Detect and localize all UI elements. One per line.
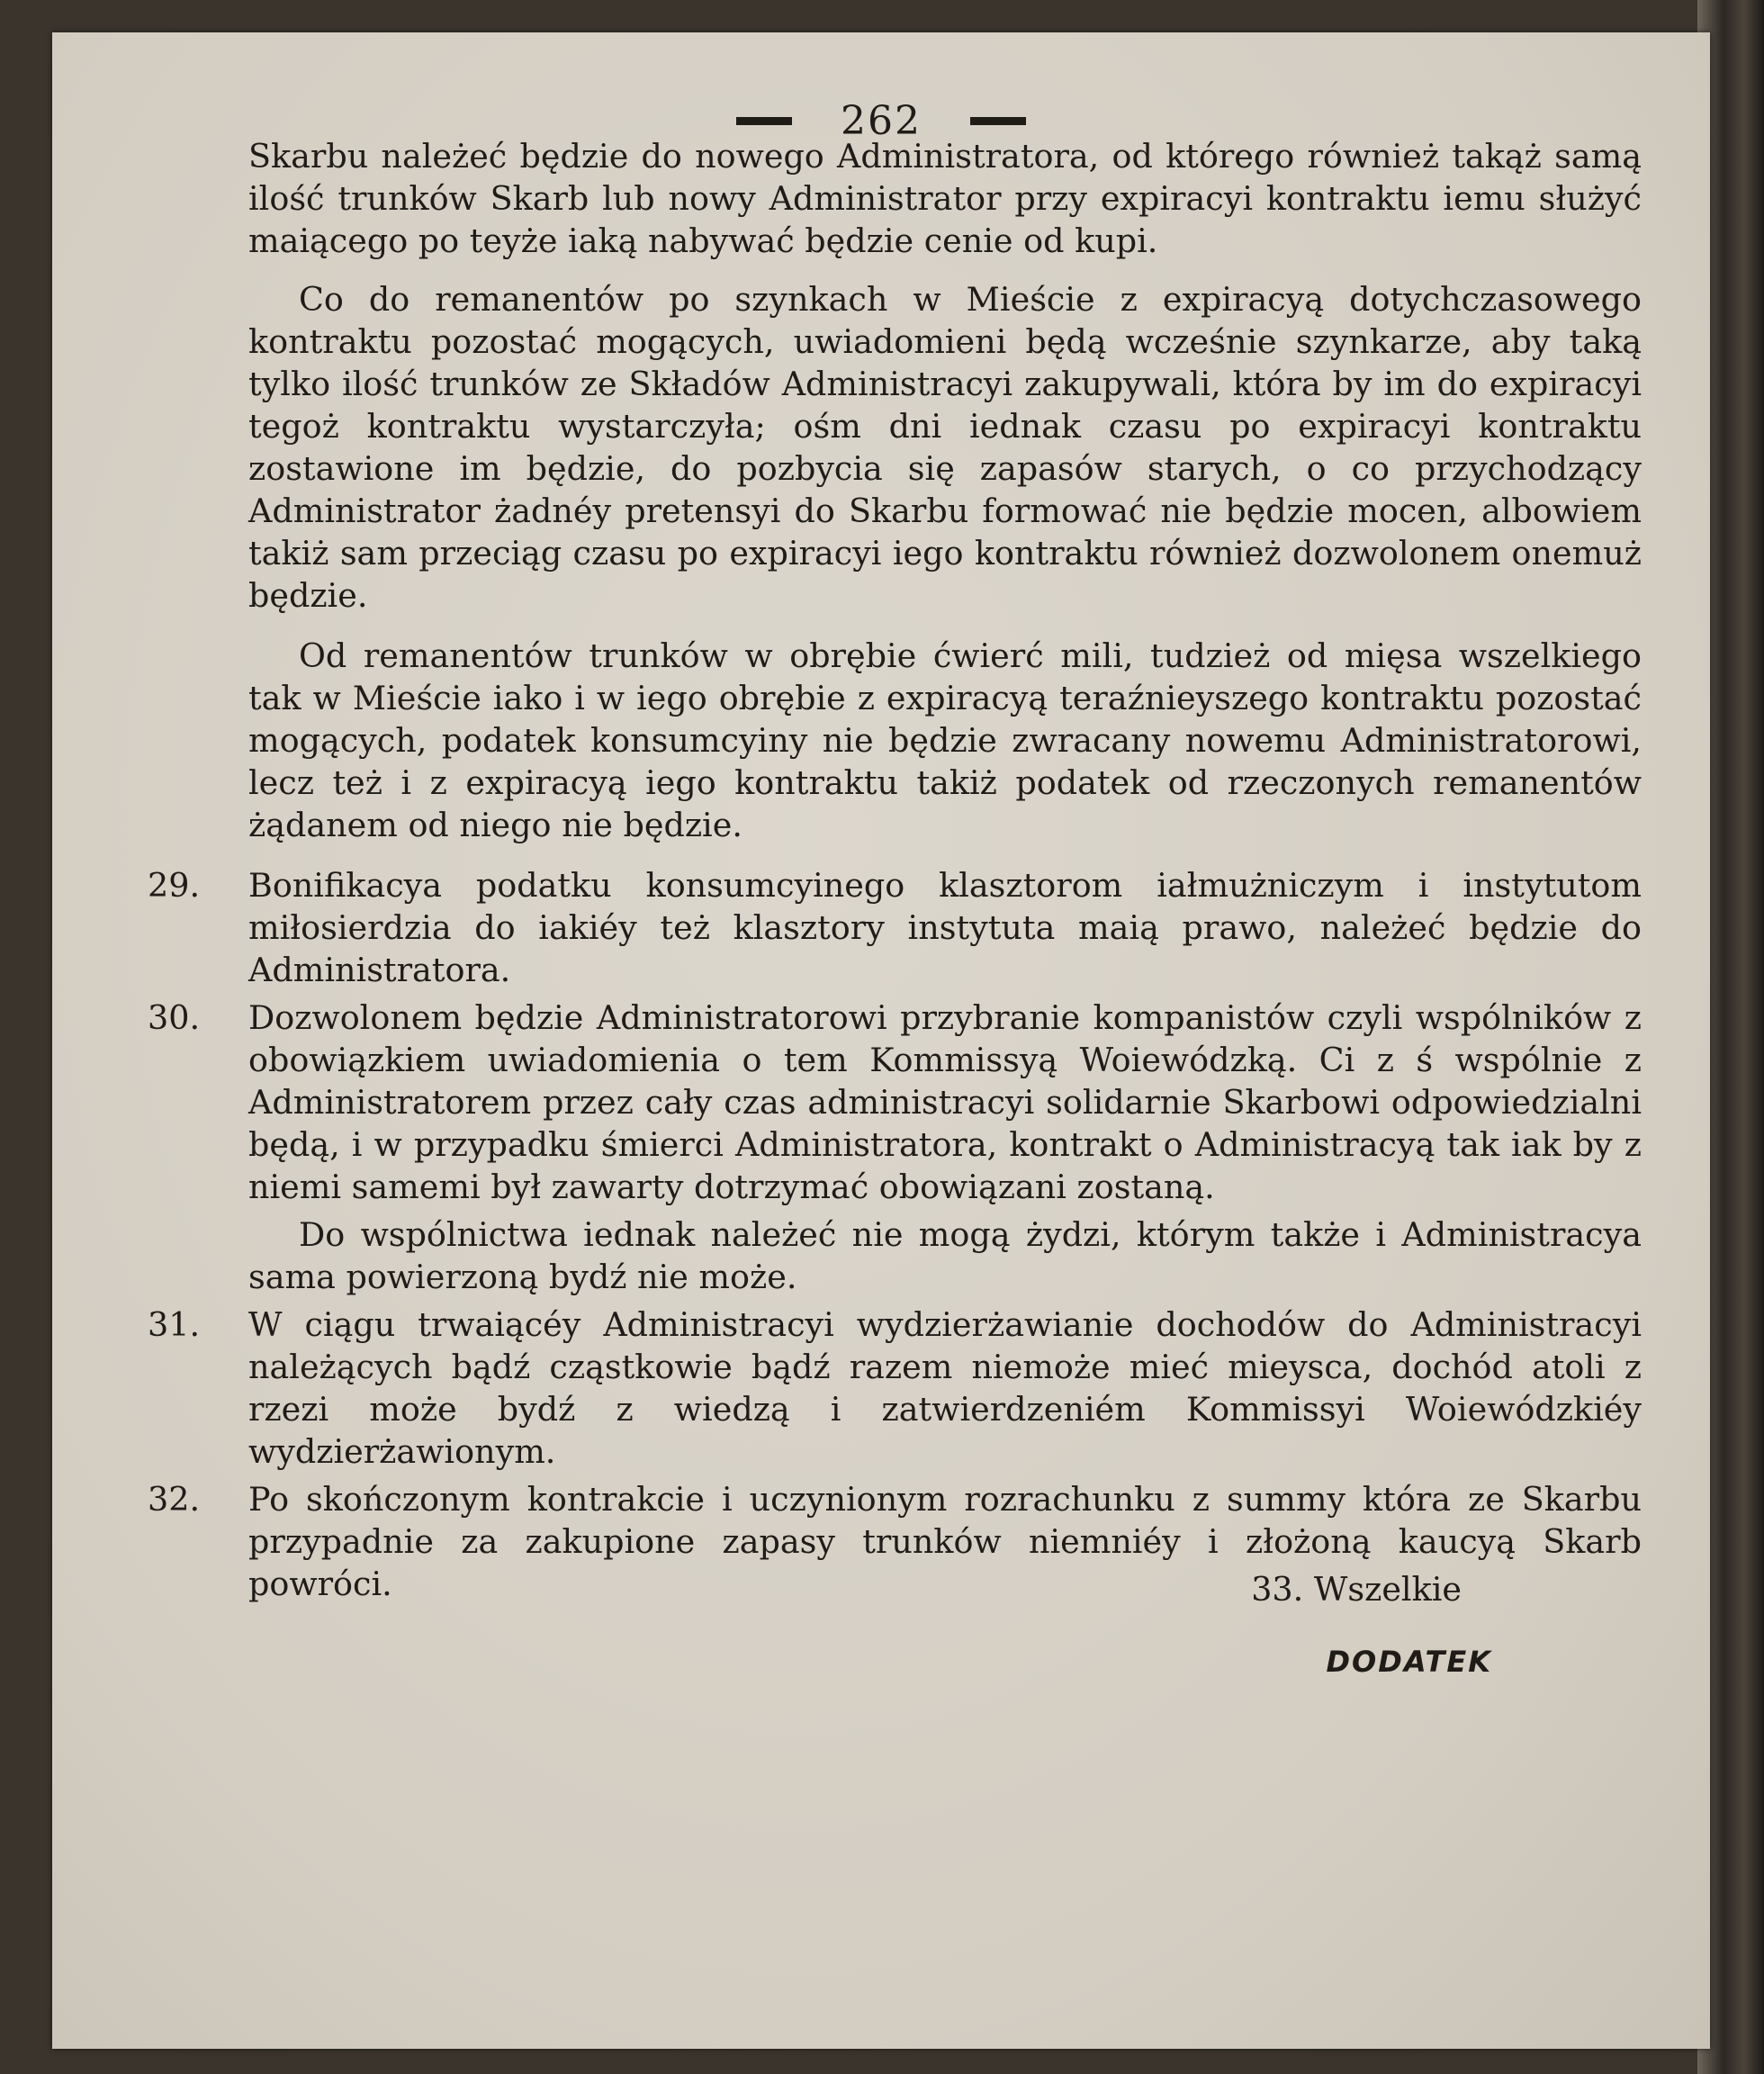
paragraph-remanents-taverns: Co do remanentów po szynkach w Mieście z expiracyą dotychczasowego kontraktu pozostać mogących, uwiadomieni będą wcześnie szynkarze, aby taką tylko ilość trunków ze Składów Administracyi zakupywali, która by im do expiracyi tegoż kontraktu wystarczyła; ośm dni iednak czasu po expiracyi kontraktu zostawione im będzie, do pozbycia się zapasów starych, o co przychodzący Administrator żadnéy pretensyi do Skarbu formować nie będzie mocen, albowiem takiż sam przeciąg czasu po expiracyi iego kontraktu również dozwolonem onemuż będzie. — [248, 280, 1642, 615]
signature-next-article: 33. Wszelkie — [1251, 1570, 1462, 1609]
paragraph-jews-clause: Do wspólnictwa iednak należeć nie mogą żydzi, którym także i Administracya sama powierzoną bydź nie może. — [248, 1215, 1642, 1296]
paragraph-continuation: Skarbu należeć będzie do nowego Administratora, od którego również takąż samą ilość trunków Skarb lub nowy Administrator przy expiracyi kontraktu iemu służyć maiącego po teyże iaką nabywać będzie cenie od kupi. — [248, 137, 1642, 260]
article-30 — [148, 996, 1642, 1208]
article-29 — [148, 864, 1642, 991]
article-number: 32. — [148, 1480, 201, 1519]
header-dash-left — [736, 117, 792, 125]
article-number: 30. — [148, 998, 201, 1037]
article-text: W ciągu trwaiącéy Administracyi wydzierżawianie dochodów do Administracyi należących bądź cząstkowie bądź razem niemoże mieć mieysca, dochód atoli z rzezi może bydź z wiedzą i zatwierdzeniém Kommissyi Woiewódzkiéy wydzierżawionym. — [248, 1305, 1642, 1471]
article-text: Bonifikacya podatku konsumcyinego klasztorom iałmużniczym i instytutom miłosierdzia do iakiéy też klasztory instytuta maią prawo, należeć będzie do Administratora. — [248, 866, 1642, 989]
article-number: 31. — [148, 1305, 201, 1344]
paragraph-remanents-trunks: Od remanentów trunków w obrębie ćwierć mili, tudzież od mięsa wszelkiego tak w Mieście iako i w iego obrębie z expiracyą teraźnieyszego kontraktu pozostać mogących, podatek konsumcyiny nie będzie zwracany nowemu Administratorowi, lecz też i z expiracyą iego kontraktu takiż podatek od rzeczonych remanentów żądanem od niego nie będzie. — [248, 636, 1642, 844]
catchword: DODATEK — [1326, 1645, 1492, 1679]
article-32 — [148, 1478, 1642, 1605]
article-text: Po skończonym kontrakcie i uczynionym rozrachunku z summy która ze Skarbu przypadnie za zakupione zapasy trunków niemniéy i złożoną kaucyą Skarb powróci. — [248, 1480, 1642, 1603]
page-number: 262 — [841, 98, 922, 144]
article-31 — [148, 1303, 1642, 1473]
article-text: Dozwolonem będzie Administratorowi przybranie kompanistów czyli wspólników z obowiązkiem uwiadomienia o tem Kommissyą Woiewódzką. Ci z ś wspólnie z Administratorem przez cały czas administracyi solidarnie Skarbowi odpowiedzialni będą, i w przypadku śmierci Administratora, kontrakt o Administracyą tak iak by z niemi samemi był zawarty dotrzymać obowiązani zostaną. — [248, 998, 1642, 1206]
article-number: 29. — [148, 866, 201, 905]
header-dash-right — [970, 117, 1026, 125]
page-body — [148, 135, 1642, 1683]
